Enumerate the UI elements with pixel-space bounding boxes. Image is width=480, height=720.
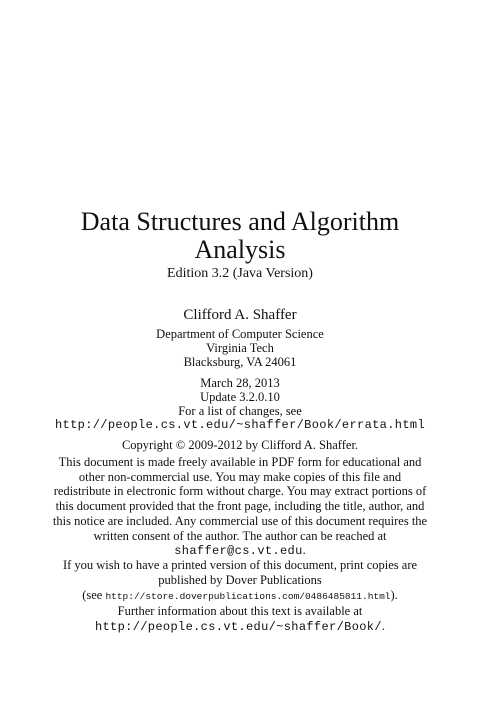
dover-link[interactable]: http://store.doverpublications.com/0486485811.html <box>105 590 391 602</box>
license-line: this notice are included. Any commercial use of this document requires the <box>52 513 428 528</box>
license-line: this document provided that the front page, including the title, author, and <box>55 499 425 514</box>
publication-date: March 28, 2013 <box>200 376 280 390</box>
license-line: other non-commercial use. You may make copies of this file and <box>78 469 402 484</box>
dover-line <box>45 588 435 605</box>
author-email-link[interactable]: shaffer@cs.vt.edu <box>174 544 303 559</box>
license-line: This document is made freely available in PDF form for educational and <box>58 455 422 469</box>
copyright-block <box>0 438 480 634</box>
license-paragraph <box>45 455 435 634</box>
copyright-notice: Copyright © 2009-2012 by Clifford A. Shaffer. <box>121 438 359 452</box>
title-block <box>0 208 480 283</box>
errata-link[interactable]: http://people.cs.vt.edu/~shaffer/Book/errata.html <box>54 418 425 432</box>
further-info-line: Further information about this text is available at <box>117 604 363 619</box>
affiliation-address: Blacksburg, VA 24061 <box>183 355 297 369</box>
license-line: redistribute in electronic form without charge. You may extract portions of <box>53 484 427 499</box>
email-line <box>45 543 435 558</box>
affiliation-university: Virginia Tech <box>206 341 274 355</box>
book-title-line-2: Analysis <box>194 235 286 264</box>
book-website-link[interactable]: http://people.cs.vt.edu/~shaffer/Book/ <box>94 620 382 635</box>
update-version: Update 3.2.0.10 <box>200 390 280 404</box>
print-line: published by Dover Publications <box>158 572 322 587</box>
book-url-line <box>45 619 435 634</box>
author-block <box>0 306 480 369</box>
dover-suffix: ). <box>390 587 398 602</box>
email-suffix: . <box>302 543 306 558</box>
changes-note: For a list of changes, see <box>178 404 302 418</box>
book-title-line-1: Data Structures and Algorithm <box>80 207 400 236</box>
affiliation-department: Department of Computer Science <box>156 327 324 341</box>
dover-prefix: (see <box>82 587 106 602</box>
print-line: If you wish to have a printed version of this document, print copies are <box>62 558 418 573</box>
author-name: Clifford A. Shaffer <box>183 307 297 323</box>
book-url-suffix: . <box>381 619 386 634</box>
edition-label: Edition 3.2 (Java Version) <box>167 266 313 281</box>
license-line: written consent of the author. The author can be reached at <box>93 528 387 543</box>
date-block <box>0 376 480 432</box>
